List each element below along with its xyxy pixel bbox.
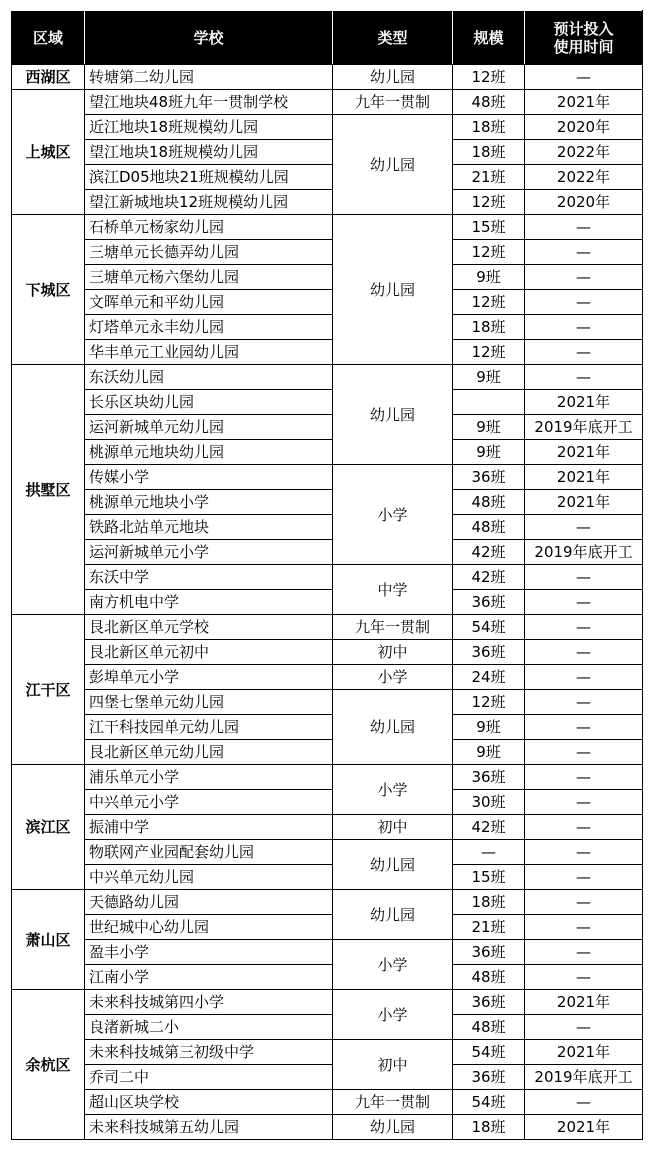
year-cell: — — [525, 790, 643, 815]
year-cell: — — [525, 590, 643, 615]
table-row — [12, 615, 643, 640]
table-row — [12, 365, 643, 390]
table-row — [12, 465, 643, 490]
school-cell: 四堡七堡单元幼儿园 — [85, 690, 333, 715]
scale-cell: 42班 — [453, 565, 525, 590]
scale-cell: 9班 — [453, 740, 525, 765]
scale-cell: 18班 — [453, 890, 525, 915]
year-cell: — — [525, 565, 643, 590]
scale-cell: 36班 — [453, 940, 525, 965]
type-cell: 九年一贯制 — [333, 1090, 453, 1115]
scale-cell: 48班 — [453, 515, 525, 540]
school-cell: 盈丰小学 — [85, 940, 333, 965]
school-cell: 三塘单元杨六堡幼儿园 — [85, 265, 333, 290]
type-cell: 初中 — [333, 815, 453, 840]
scale-cell: 12班 — [453, 65, 525, 90]
table-row — [12, 940, 643, 965]
table-row — [12, 215, 643, 240]
type-cell: 幼儿园 — [333, 215, 453, 365]
year-cell: — — [525, 915, 643, 940]
table-row — [12, 515, 643, 540]
table-body — [12, 65, 643, 1140]
scale-cell: 9班 — [453, 440, 525, 465]
header-year-line1: 预计投入 — [553, 19, 614, 38]
school-cell: 江干科技园单元幼儿园 — [85, 715, 333, 740]
table-row — [12, 140, 643, 165]
header-type: 类型 — [333, 11, 453, 65]
school-cell: 石桥单元杨家幼儿园 — [85, 215, 333, 240]
district-cell: 下城区 — [12, 215, 85, 365]
year-cell: — — [525, 940, 643, 965]
school-cell: 望江地块18班规模幼儿园 — [85, 140, 333, 165]
scale-cell: — — [453, 840, 525, 865]
scale-cell: 9班 — [453, 365, 525, 390]
school-cell: 江南小学 — [85, 965, 333, 990]
table-row — [12, 340, 643, 365]
district-cell: 萧山区 — [12, 890, 85, 990]
type-cell: 幼儿园 — [333, 1115, 453, 1140]
table-row — [12, 115, 643, 140]
school-cell: 桃源单元地块小学 — [85, 490, 333, 515]
table-row — [12, 1040, 643, 1065]
school-cell: 转塘第二幼儿园 — [85, 65, 333, 90]
year-cell: — — [525, 615, 643, 640]
type-cell: 小学 — [333, 990, 453, 1040]
year-cell: — — [525, 65, 643, 90]
table-row — [12, 590, 643, 615]
table-row — [12, 815, 643, 840]
table-row — [12, 240, 643, 265]
scale-cell: 12班 — [453, 190, 525, 215]
school-cell: 乔司二中 — [85, 1065, 333, 1090]
year-cell: — — [525, 265, 643, 290]
table-row — [12, 965, 643, 990]
scale-cell: 48班 — [453, 90, 525, 115]
header-year — [525, 11, 643, 65]
school-cell: 良渚新城二小 — [85, 1015, 333, 1040]
year-cell: — — [525, 840, 643, 865]
table-row — [12, 915, 643, 940]
table-row — [12, 865, 643, 890]
year-cell: 2021年 — [525, 490, 643, 515]
type-cell: 小学 — [333, 940, 453, 990]
district-cell: 余杭区 — [12, 990, 85, 1140]
header-district: 区域 — [12, 11, 85, 65]
school-cell: 浦乐单元小学 — [85, 765, 333, 790]
type-cell: 幼儿园 — [333, 365, 453, 465]
scale-cell — [453, 390, 525, 415]
year-cell: — — [525, 740, 643, 765]
district-cell: 西湖区 — [12, 65, 85, 90]
type-cell: 九年一贯制 — [333, 615, 453, 640]
year-cell: — — [525, 890, 643, 915]
year-cell: — — [525, 1015, 643, 1040]
type-cell: 幼儿园 — [333, 890, 453, 940]
table-row — [12, 565, 643, 590]
table-row — [12, 765, 643, 790]
header-school: 学校 — [85, 11, 333, 65]
school-cell: 长乐区块幼儿园 — [85, 390, 333, 415]
school-cell: 三塘单元长德弄幼儿园 — [85, 240, 333, 265]
school-cell: 世纪城中心幼儿园 — [85, 915, 333, 940]
scale-cell: 15班 — [453, 865, 525, 890]
header-scale: 规模 — [453, 11, 525, 65]
table-row — [12, 690, 643, 715]
scale-cell: 48班 — [453, 490, 525, 515]
school-cell: 南方机电中学 — [85, 590, 333, 615]
school-cell: 望江新城地块12班规模幼儿园 — [85, 190, 333, 215]
scale-cell: 9班 — [453, 715, 525, 740]
year-cell: 2021年 — [525, 90, 643, 115]
school-cell: 未来科技城第五幼儿园 — [85, 1115, 333, 1140]
type-cell: 初中 — [333, 640, 453, 665]
district-cell: 滨江区 — [12, 765, 85, 890]
scale-cell: 15班 — [453, 215, 525, 240]
scale-cell: 36班 — [453, 465, 525, 490]
scale-cell: 36班 — [453, 765, 525, 790]
table-row — [12, 65, 643, 90]
school-cell: 未来科技城第三初级中学 — [85, 1040, 333, 1065]
scale-cell: 30班 — [453, 790, 525, 815]
scale-cell: 36班 — [453, 1065, 525, 1090]
school-cell: 中兴单元幼儿园 — [85, 865, 333, 890]
scale-cell: 18班 — [453, 315, 525, 340]
scale-cell: 9班 — [453, 415, 525, 440]
table-row — [12, 740, 643, 765]
district-cell: 上城区 — [12, 90, 85, 215]
scale-cell: 42班 — [453, 815, 525, 840]
scale-cell: 54班 — [453, 1040, 525, 1065]
school-cell: 彭埠单元小学 — [85, 665, 333, 690]
table-row — [12, 1090, 643, 1115]
table-row — [12, 490, 643, 515]
scale-cell: 21班 — [453, 915, 525, 940]
school-cell: 艮北新区单元初中 — [85, 640, 333, 665]
year-cell: — — [525, 515, 643, 540]
year-cell: 2019年底开工 — [525, 540, 643, 565]
scale-cell: 12班 — [453, 340, 525, 365]
table-row — [12, 190, 643, 215]
school-cell: 艮北新区单元学校 — [85, 615, 333, 640]
scale-cell: 36班 — [453, 990, 525, 1015]
scale-cell: 21班 — [453, 165, 525, 190]
table-row — [12, 990, 643, 1015]
year-cell: 2022年 — [525, 165, 643, 190]
school-cell: 物联网产业园配套幼儿园 — [85, 840, 333, 865]
scale-cell: 18班 — [453, 115, 525, 140]
scale-cell: 12班 — [453, 290, 525, 315]
year-cell: — — [525, 865, 643, 890]
table-row — [12, 415, 643, 440]
scale-cell: 36班 — [453, 640, 525, 665]
year-cell: 2019年底开工 — [525, 1065, 643, 1090]
table-row — [12, 790, 643, 815]
year-cell: 2022年 — [525, 140, 643, 165]
school-cell: 运河新城单元小学 — [85, 540, 333, 565]
school-cell: 桃源单元地块幼儿园 — [85, 440, 333, 465]
scale-cell: 54班 — [453, 1090, 525, 1115]
year-cell: — — [525, 640, 643, 665]
year-cell: — — [525, 1090, 643, 1115]
year-cell: — — [525, 315, 643, 340]
year-cell: 2021年 — [525, 1040, 643, 1065]
table-row — [12, 665, 643, 690]
scale-cell: 42班 — [453, 540, 525, 565]
year-cell: — — [525, 715, 643, 740]
header-row — [12, 11, 643, 65]
type-cell: 幼儿园 — [333, 840, 453, 890]
table-row — [12, 890, 643, 915]
year-cell: 2020年 — [525, 190, 643, 215]
type-cell: 初中 — [333, 1040, 453, 1090]
type-cell: 中学 — [333, 565, 453, 615]
school-table — [11, 10, 643, 1140]
type-cell: 小学 — [333, 465, 453, 565]
year-cell: 2021年 — [525, 990, 643, 1015]
scale-cell: 9班 — [453, 265, 525, 290]
school-cell: 传媒小学 — [85, 465, 333, 490]
school-cell: 近江地块18班规模幼儿园 — [85, 115, 333, 140]
type-cell: 幼儿园 — [333, 65, 453, 90]
scale-cell: 18班 — [453, 140, 525, 165]
school-cell: 中兴单元小学 — [85, 790, 333, 815]
table-row — [12, 640, 643, 665]
year-cell: — — [525, 690, 643, 715]
year-cell: 2020年 — [525, 115, 643, 140]
year-cell: 2021年 — [525, 1115, 643, 1140]
school-cell: 望江地块48班九年一贯制学校 — [85, 90, 333, 115]
table-row — [12, 290, 643, 315]
type-cell: 幼儿园 — [333, 115, 453, 215]
school-cell: 华丰单元工业园幼儿园 — [85, 340, 333, 365]
school-cell: 艮北新区单元幼儿园 — [85, 740, 333, 765]
scale-cell: 48班 — [453, 965, 525, 990]
table-row — [12, 1015, 643, 1040]
table-row — [12, 1065, 643, 1090]
table-row — [12, 540, 643, 565]
scale-cell: 24班 — [453, 665, 525, 690]
year-cell: — — [525, 340, 643, 365]
school-cell: 文晖单元和平幼儿园 — [85, 290, 333, 315]
scale-cell: 12班 — [453, 690, 525, 715]
table-row — [12, 90, 643, 115]
year-cell: 2021年 — [525, 390, 643, 415]
table-row — [12, 440, 643, 465]
school-cell: 天德路幼儿园 — [85, 890, 333, 915]
school-cell: 超山区块学校 — [85, 1090, 333, 1115]
district-cell: 拱墅区 — [12, 365, 85, 615]
school-cell: 铁路北站单元地块 — [85, 515, 333, 540]
school-cell: 未来科技城第四小学 — [85, 990, 333, 1015]
year-cell: 2019年底开工 — [525, 415, 643, 440]
scale-cell: 12班 — [453, 240, 525, 265]
table-row — [12, 315, 643, 340]
year-cell: — — [525, 365, 643, 390]
table-row — [12, 715, 643, 740]
table-row — [12, 840, 643, 865]
school-cell: 东沃中学 — [85, 565, 333, 590]
scale-cell: 48班 — [453, 1015, 525, 1040]
year-cell: 2021年 — [525, 465, 643, 490]
scale-cell: 18班 — [453, 1115, 525, 1140]
type-cell: 小学 — [333, 765, 453, 815]
type-cell: 幼儿园 — [333, 690, 453, 765]
year-cell: — — [525, 240, 643, 265]
header-year-line2: 使用时间 — [553, 37, 614, 56]
table-row — [12, 265, 643, 290]
year-cell: — — [525, 665, 643, 690]
year-cell: — — [525, 965, 643, 990]
scale-cell: 54班 — [453, 615, 525, 640]
school-cell: 滨江D05地块21班规模幼儿园 — [85, 165, 333, 190]
year-cell: — — [525, 290, 643, 315]
school-cell: 东沃幼儿园 — [85, 365, 333, 390]
school-table-container — [11, 10, 642, 1140]
year-cell: — — [525, 815, 643, 840]
district-cell: 江干区 — [12, 615, 85, 765]
table-row — [12, 390, 643, 415]
year-cell: — — [525, 765, 643, 790]
school-cell: 灯塔单元永丰幼儿园 — [85, 315, 333, 340]
type-cell: 小学 — [333, 665, 453, 690]
table-row — [12, 165, 643, 190]
year-cell: 2021年 — [525, 440, 643, 465]
school-cell: 运河新城单元幼儿园 — [85, 415, 333, 440]
school-cell: 振浦中学 — [85, 815, 333, 840]
table-row — [12, 1115, 643, 1140]
year-cell: — — [525, 215, 643, 240]
type-cell: 九年一贯制 — [333, 90, 453, 115]
scale-cell: 36班 — [453, 590, 525, 615]
